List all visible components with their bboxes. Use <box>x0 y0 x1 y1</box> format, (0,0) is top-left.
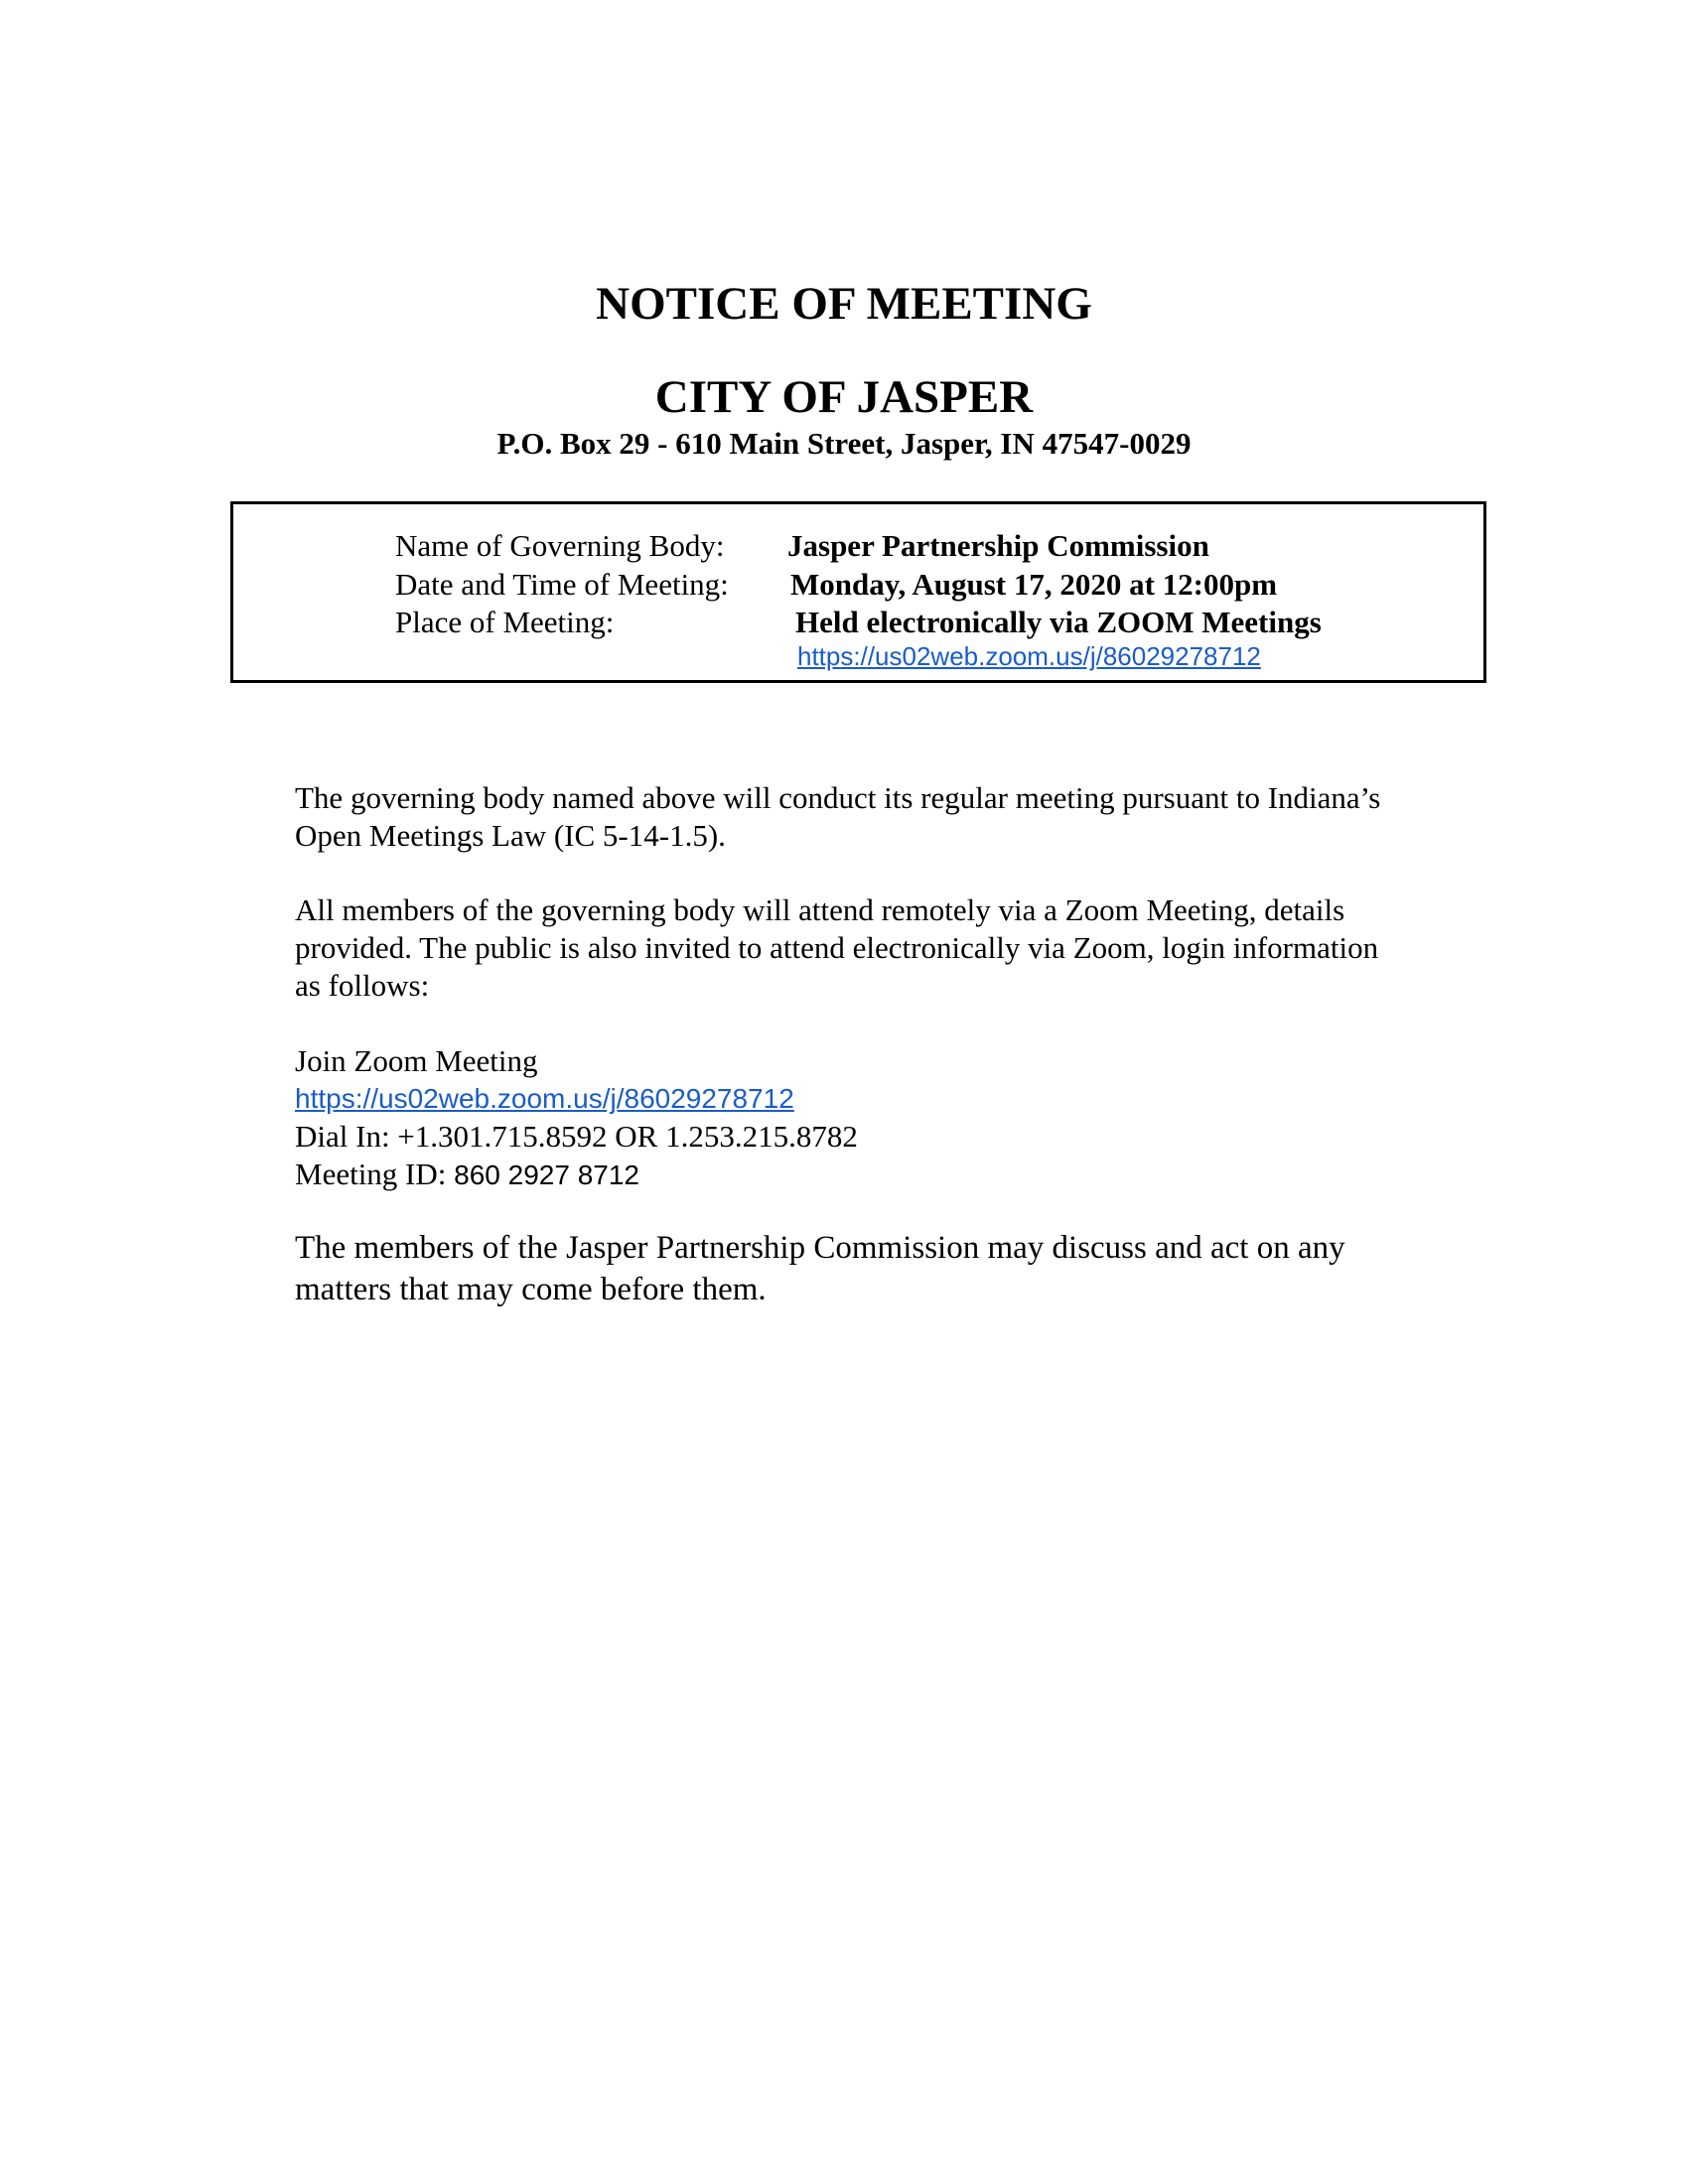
join-zoom-link[interactable]: https://us02web.zoom.us/j/86029278712 <box>295 1083 794 1114</box>
meeting-datetime-label: Date and Time of Meeting: <box>395 567 729 602</box>
meeting-id-line <box>295 1156 1536 1194</box>
paragraph-line: The members of the Jasper Partnership Commission may discuss and act on any <box>295 1230 1345 1266</box>
governing-body-value: Jasper Partnership Commission <box>787 528 1209 563</box>
city-name: CITY OF JASPER <box>654 371 1034 423</box>
meeting-info-box <box>230 501 1486 683</box>
paragraph-open-meetings <box>295 779 1536 855</box>
meeting-place-label: Place of Meeting: <box>395 605 615 639</box>
notice-title: NOTICE OF MEETING <box>596 278 1092 330</box>
meeting-datetime-value: Monday, August 17, 2020 at 12:00pm <box>790 567 1278 602</box>
meeting-place-value: Held electronically via ZOOM Meetings <box>795 605 1322 639</box>
governing-body-label: Name of Governing Body: <box>395 528 725 563</box>
city-address: P.O. Box 29 - 610 Main Street, Jasper, IN 47547-0029 <box>496 426 1192 461</box>
paragraph-line: matters that may come before them. <box>295 1272 767 1307</box>
dial-in-numbers: Dial In: +1.301.715.8592 OR 1.253.215.8782 <box>295 1119 858 1154</box>
place-zoom-link[interactable]: https://us02web.zoom.us/j/86029278712 <box>797 641 1261 671</box>
paragraph-line: All members of the governing body will attend remotely via a Zoom Meeting, details <box>295 892 1345 927</box>
paragraph-remote-attendance <box>295 891 1536 1005</box>
zoom-login-info <box>295 1042 1536 1194</box>
join-zoom-label: Join Zoom Meeting <box>295 1043 538 1078</box>
paragraph-line: The governing body named above will conduct its regular meeting pursuant to Indiana’s <box>295 780 1381 815</box>
paragraph-line: Open Meetings Law (IC 5-14-1.5). <box>295 818 726 853</box>
paragraph-line: as follows: <box>295 968 430 1003</box>
meeting-id-label: Meeting ID: <box>295 1157 455 1191</box>
paragraph-discussion <box>295 1227 1536 1310</box>
meeting-id-value: 860 2927 8712 <box>454 1160 639 1190</box>
paragraph-line: provided. The public is also invited to attend electronically via Zoom, login information <box>295 930 1379 965</box>
